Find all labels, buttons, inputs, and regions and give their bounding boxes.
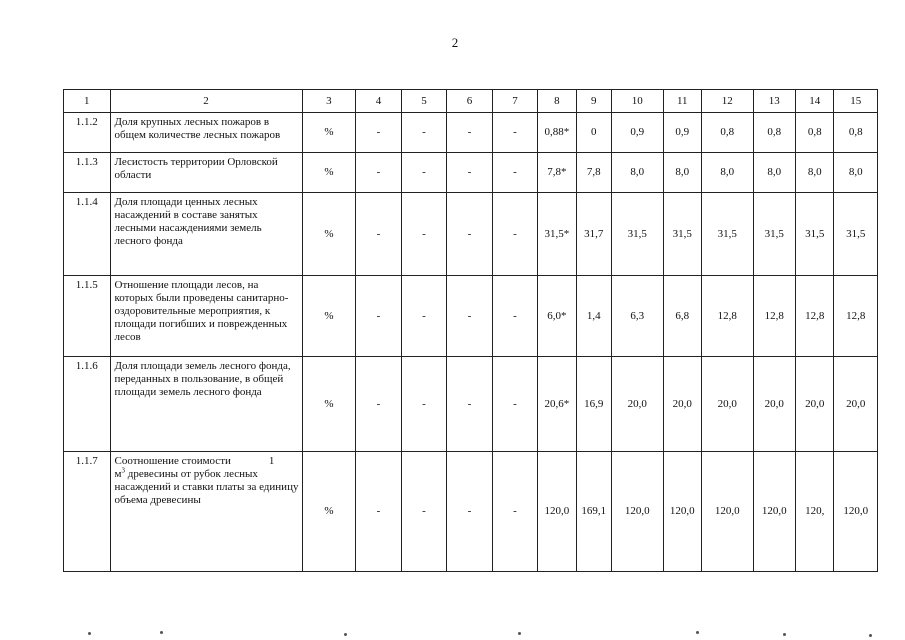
- scan-dot: [88, 632, 91, 635]
- header-cell: 15: [834, 90, 878, 113]
- value-cell: -: [492, 276, 538, 357]
- value-cell: 8,0: [796, 153, 834, 193]
- value-cell: 120,0: [538, 452, 576, 572]
- scan-dot: [696, 631, 699, 634]
- value-cell: -: [401, 153, 447, 193]
- value-cell: 16,9: [576, 357, 611, 452]
- value-cell: 20,0: [796, 357, 834, 452]
- scan-artifacts: [0, 626, 905, 640]
- value-cell: 7,8: [576, 153, 611, 193]
- value-cell: 7,8*: [538, 153, 576, 193]
- value-cell: -: [492, 452, 538, 572]
- table-row: [64, 193, 878, 276]
- row-name: [110, 452, 302, 572]
- value-cell: -: [447, 452, 493, 572]
- row-unit: %: [302, 276, 356, 357]
- value-cell: -: [447, 153, 493, 193]
- value-cell: 20,0: [612, 357, 664, 452]
- row-name: Доля площади земель лесного фонда, переданных в пользование, в общей площади земель лесного фонда: [110, 357, 302, 452]
- scan-dot: [783, 633, 786, 636]
- value-cell: -: [356, 452, 402, 572]
- row-unit: %: [302, 153, 356, 193]
- value-cell: 31,5: [612, 193, 664, 276]
- header-cell: 14: [796, 90, 834, 113]
- row-name-part1: Соотношение стоимости: [114, 455, 231, 467]
- value-cell: -: [356, 113, 402, 153]
- row-unit: %: [302, 357, 356, 452]
- value-cell: 20,0: [701, 357, 753, 452]
- value-cell: -: [401, 113, 447, 153]
- value-cell: -: [356, 357, 402, 452]
- value-cell: -: [356, 153, 402, 193]
- value-cell: 20,6*: [538, 357, 576, 452]
- page-number: 2: [451, 35, 459, 50]
- value-cell: 120,0: [612, 452, 664, 572]
- value-cell: -: [492, 153, 538, 193]
- value-cell: -: [401, 357, 447, 452]
- value-cell: 0,9: [663, 113, 701, 153]
- value-cell: -: [492, 357, 538, 452]
- row-name-part2: древесины от рубок лесных насаждений и ставки платы за единицу объема древесины: [114, 468, 299, 506]
- scan-dot: [344, 633, 347, 636]
- header-cell: 5: [401, 90, 447, 113]
- row-name-unit: м: [114, 468, 122, 480]
- value-cell: 120,0: [663, 452, 701, 572]
- value-cell: 120,0: [753, 452, 795, 572]
- value-cell: 31,5: [753, 193, 795, 276]
- table-row: [64, 357, 878, 452]
- header-cell: 2: [110, 90, 302, 113]
- row-name: Доля площади ценных лесных насаждений в составе занятых лесными насаждениями земель лесного фонда: [110, 193, 302, 276]
- value-cell: 12,8: [796, 276, 834, 357]
- value-cell: 8,0: [834, 153, 878, 193]
- value-cell: 20,0: [753, 357, 795, 452]
- table-header-row: [64, 90, 878, 113]
- value-cell: 6,3: [612, 276, 664, 357]
- value-cell: 6,0*: [538, 276, 576, 357]
- header-cell: 11: [663, 90, 701, 113]
- value-cell: -: [492, 113, 538, 153]
- value-cell: -: [401, 452, 447, 572]
- row-unit: %: [302, 452, 356, 572]
- header-cell: 8: [538, 90, 576, 113]
- value-cell: 120,: [796, 452, 834, 572]
- indicators-table: [63, 89, 878, 572]
- value-cell: -: [492, 193, 538, 276]
- table-row: [64, 113, 878, 153]
- row-name-superscript: 3: [121, 466, 125, 475]
- header-cell: 13: [753, 90, 795, 113]
- value-cell: 0,8: [753, 113, 795, 153]
- value-cell: 0,8: [834, 113, 878, 153]
- value-cell: 0,9: [612, 113, 664, 153]
- value-cell: 31,5: [701, 193, 753, 276]
- value-cell: 8,0: [753, 153, 795, 193]
- header-cell: 7: [492, 90, 538, 113]
- row-code: 1.1.6: [64, 357, 111, 452]
- value-cell: 12,8: [753, 276, 795, 357]
- value-cell: 20,0: [663, 357, 701, 452]
- value-cell: -: [356, 276, 402, 357]
- value-cell: 31,7: [576, 193, 611, 276]
- row-name: Отношение площади лесов, на которых были проведены санитарно- оздоровительные мероприятия, к площади погибших и поврежденных лесов: [110, 276, 302, 357]
- value-cell: 0,8: [701, 113, 753, 153]
- value-cell: 0,8: [796, 113, 834, 153]
- value-cell: 8,0: [701, 153, 753, 193]
- value-cell: 12,8: [834, 276, 878, 357]
- value-cell: 6,8: [663, 276, 701, 357]
- value-cell: -: [356, 193, 402, 276]
- value-cell: 31,5: [796, 193, 834, 276]
- value-cell: 8,0: [663, 153, 701, 193]
- row-code: 1.1.3: [64, 153, 111, 193]
- value-cell: -: [401, 193, 447, 276]
- value-cell: 169,1: [576, 452, 611, 572]
- value-cell: 20,0: [834, 357, 878, 452]
- value-cell: 31,5: [663, 193, 701, 276]
- row-code: 1.1.2: [64, 113, 111, 153]
- value-cell: -: [401, 276, 447, 357]
- value-cell: 0,88*: [538, 113, 576, 153]
- table-row: [64, 276, 878, 357]
- value-cell: -: [447, 193, 493, 276]
- row-name: Доля крупных лесных пожаров в общем количестве лесных пожаров: [110, 113, 302, 153]
- header-cell: 6: [447, 90, 493, 113]
- header-cell: 3: [302, 90, 356, 113]
- value-cell: 1,4: [576, 276, 611, 357]
- row-code: 1.1.4: [64, 193, 111, 276]
- scan-dot: [160, 631, 163, 634]
- row-name: Лесистость территории Орловской области: [110, 153, 302, 193]
- value-cell: 31,5: [834, 193, 878, 276]
- row-unit: %: [302, 113, 356, 153]
- header-cell: 12: [701, 90, 753, 113]
- table-row: [64, 452, 878, 572]
- header-cell: 4: [356, 90, 402, 113]
- table-row: [64, 153, 878, 193]
- row-code: 1.1.5: [64, 276, 111, 357]
- row-name-one: 1: [268, 455, 275, 467]
- value-cell: -: [447, 276, 493, 357]
- value-cell: 8,0: [612, 153, 664, 193]
- value-cell: 0: [576, 113, 611, 153]
- value-cell: 120,0: [701, 452, 753, 572]
- value-cell: -: [447, 357, 493, 452]
- value-cell: -: [447, 113, 493, 153]
- scan-dot: [518, 632, 521, 635]
- value-cell: 120,0: [834, 452, 878, 572]
- value-cell: 12,8: [701, 276, 753, 357]
- value-cell: 31,5*: [538, 193, 576, 276]
- header-cell: 1: [64, 90, 111, 113]
- header-cell: 10: [612, 90, 664, 113]
- row-code: 1.1.7: [64, 452, 111, 572]
- row-unit: %: [302, 193, 356, 276]
- scan-dot: [869, 634, 872, 637]
- header-cell: 9: [576, 90, 611, 113]
